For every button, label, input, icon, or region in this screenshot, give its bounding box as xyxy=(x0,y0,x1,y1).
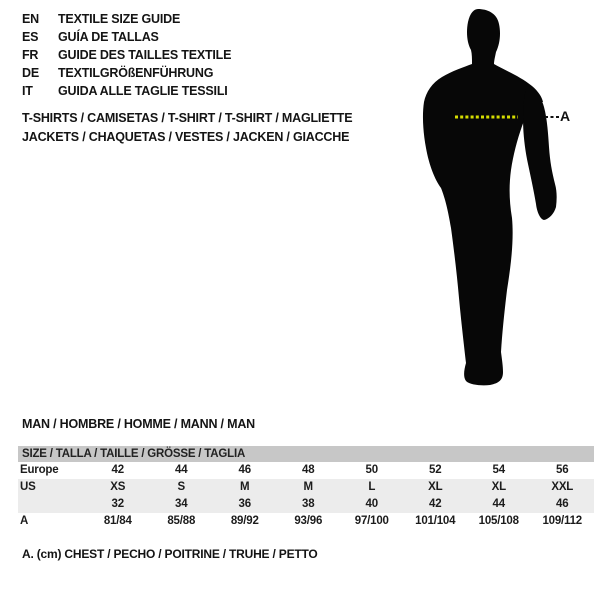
table-cell: M xyxy=(303,481,313,493)
table-cell: 38 xyxy=(302,498,315,510)
size-table-header: SIZE / TALLA / TAILLE / GRÖSSE / TAGLIA xyxy=(18,446,594,462)
language-code: IT xyxy=(22,84,33,98)
table-cell: 97/100 xyxy=(354,515,389,527)
language-label: GUÍA DE TALLAS xyxy=(58,30,159,44)
language-row xyxy=(22,64,231,82)
row-label: Europe xyxy=(20,464,59,476)
table-cell: M xyxy=(240,481,250,493)
table-cell: 44 xyxy=(492,498,505,510)
row-label xyxy=(18,496,86,513)
table-cell: 89/92 xyxy=(230,515,259,527)
row-label: US xyxy=(20,481,36,493)
table-cell: XL xyxy=(428,481,443,493)
language-list xyxy=(22,10,231,100)
category-jackets: JACKETS / CHAQUETAS / VESTES / JACKEN / GIACCHE xyxy=(22,130,350,144)
man-silhouette-icon xyxy=(390,0,590,400)
table-cell: 46 xyxy=(556,498,569,510)
table-cell: 34 xyxy=(175,498,188,510)
language-code: DE xyxy=(22,66,39,80)
table-cell: 52 xyxy=(429,464,442,476)
language-row xyxy=(22,28,231,46)
language-row xyxy=(22,10,231,28)
measurement-footnote: A. (cm) CHEST / PECHO / POITRINE / TRUHE / PETTO xyxy=(22,547,318,561)
table-row-numeric xyxy=(18,496,594,513)
language-label: TEXTILE SIZE GUIDE xyxy=(58,12,181,26)
table-row-europe xyxy=(18,462,594,479)
table-cell: 42 xyxy=(111,464,124,476)
table-cell: XS xyxy=(110,481,126,493)
language-label: TEXTILGRÖßENFÜHRUNG xyxy=(58,66,214,80)
category-list xyxy=(22,109,352,147)
table-cell: 40 xyxy=(365,498,378,510)
language-row xyxy=(22,46,231,64)
table-cell: 44 xyxy=(175,464,188,476)
language-row xyxy=(22,82,231,100)
table-row-us xyxy=(18,479,594,496)
table-cell: 56 xyxy=(556,464,569,476)
language-label: GUIDE DES TAILLES TEXTILE xyxy=(58,48,232,62)
table-cell: 81/84 xyxy=(103,515,132,527)
measurement-label-a: A xyxy=(560,108,571,124)
table-cell: 48 xyxy=(302,464,315,476)
size-table xyxy=(18,446,594,530)
table-cell: 105/108 xyxy=(478,515,519,527)
table-cell: XXL xyxy=(551,481,574,493)
table-cell: L xyxy=(368,481,376,493)
category-tshirts: T-SHIRTS / CAMISETAS / T-SHIRT / T-SHIRT / MAGLIETTE xyxy=(22,111,353,125)
table-cell: 50 xyxy=(365,464,378,476)
table-cell: 109/112 xyxy=(542,515,583,527)
row-label: A xyxy=(20,515,29,527)
table-cell: 93/96 xyxy=(294,515,323,527)
table-cell: 46 xyxy=(238,464,251,476)
table-cell: 36 xyxy=(238,498,251,510)
gender-heading: MAN / HOMBRE / HOMME / MANN / MAN xyxy=(22,417,255,431)
table-cell: 85/88 xyxy=(167,515,196,527)
language-code: ES xyxy=(22,30,39,44)
table-cell: 101/104 xyxy=(415,515,456,527)
table-cell: 32 xyxy=(111,498,124,510)
table-row-chest xyxy=(18,513,594,530)
language-code: FR xyxy=(22,48,39,62)
measurement-figure xyxy=(390,0,590,400)
table-cell: 54 xyxy=(492,464,505,476)
language-code: EN xyxy=(22,12,39,26)
table-cell: XL xyxy=(491,481,506,493)
language-label: GUIDA ALLE TAGLIE TESSILI xyxy=(58,84,228,98)
table-cell: 42 xyxy=(429,498,442,510)
table-cell: S xyxy=(177,481,185,493)
